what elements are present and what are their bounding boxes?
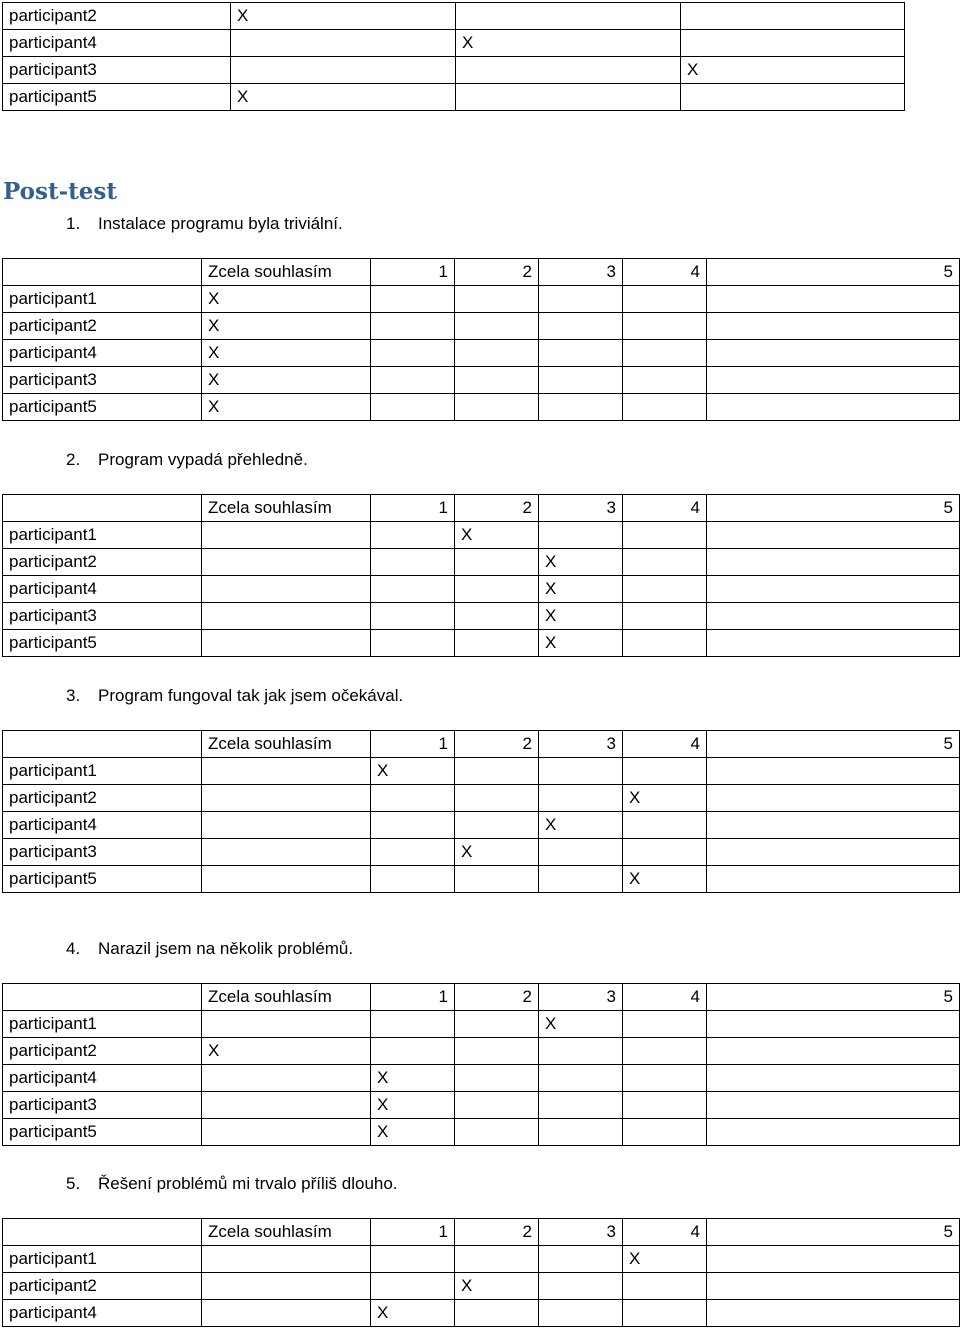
mark-cell: [202, 1246, 371, 1273]
empty-cell: [707, 313, 960, 340]
participant-cell: participant2: [3, 1038, 202, 1065]
table-row: [3, 785, 960, 812]
mark-cell: [539, 1246, 623, 1273]
mark-cell: [202, 1273, 371, 1300]
table-row: [3, 812, 960, 839]
scale-point-2: 2: [455, 259, 539, 286]
mark-cell: X: [371, 1119, 455, 1146]
participant-cell: participant1: [3, 522, 202, 549]
scale-point-2: 2: [455, 1219, 539, 1246]
table-row: [3, 1246, 960, 1273]
mark-cell: [539, 367, 623, 394]
mark-cell: [202, 812, 371, 839]
table-row: [3, 1092, 960, 1119]
mark-cell: [455, 1119, 539, 1146]
empty-cell: [707, 286, 960, 313]
question-text: Narazil jsem na několik problémů.: [98, 939, 354, 958]
mark-cell: [455, 866, 539, 893]
mark-cell: [539, 286, 623, 313]
mark-cell: [455, 630, 539, 657]
mark-cell: [456, 84, 681, 111]
scale-point-5: 5: [707, 1219, 960, 1246]
mark-cell: [623, 1273, 707, 1300]
mark-cell: [202, 1300, 371, 1327]
scale-header-row: [3, 984, 960, 1011]
table-row: [3, 866, 960, 893]
question-number: 3.: [66, 686, 81, 705]
top-results-table: [2, 2, 905, 111]
table-row: [3, 394, 960, 421]
scale-point-3: 3: [539, 259, 623, 286]
scale-point-1: 1: [371, 984, 455, 1011]
empty-cell: [707, 367, 960, 394]
mark-cell: X: [202, 367, 371, 394]
mark-cell: [623, 286, 707, 313]
question-4: [66, 939, 353, 959]
header-blank-cell: [3, 984, 202, 1011]
table-row: [3, 286, 960, 313]
scale-point-1: 1: [371, 495, 455, 522]
mark-cell: [539, 1092, 623, 1119]
mark-cell: [623, 1092, 707, 1119]
participant-cell: participant4: [3, 1065, 202, 1092]
mark-cell: [455, 549, 539, 576]
scale-point-4: 4: [623, 495, 707, 522]
mark-cell: [539, 522, 623, 549]
empty-cell: [707, 1038, 960, 1065]
mark-cell: X: [539, 576, 623, 603]
question-number: 2.: [66, 450, 81, 469]
mark-cell: [623, 603, 707, 630]
mark-cell: X: [371, 1065, 455, 1092]
mark-cell: [539, 1065, 623, 1092]
table-row: [3, 630, 960, 657]
mark-cell: [539, 1119, 623, 1146]
participant-cell: participant3: [3, 839, 202, 866]
mark-cell: X: [623, 785, 707, 812]
scale-label-agree: Zcela souhlasím: [202, 984, 371, 1011]
mark-cell: [539, 340, 623, 367]
header-blank-cell: [3, 1219, 202, 1246]
scale-point-4: 4: [623, 259, 707, 286]
question-number: 5.: [66, 1174, 81, 1193]
mark-cell: [455, 340, 539, 367]
table-row: [3, 1011, 960, 1038]
mark-cell: [371, 603, 455, 630]
participant-cell: participant4: [3, 576, 202, 603]
mark-cell: X: [371, 758, 455, 785]
mark-cell: [202, 839, 371, 866]
mark-cell: [623, 630, 707, 657]
mark-cell: [371, 340, 455, 367]
mark-cell: [455, 394, 539, 421]
mark-cell: [455, 313, 539, 340]
scale-point-1: 1: [371, 731, 455, 758]
mark-cell: [623, 1119, 707, 1146]
mark-cell: [539, 1038, 623, 1065]
mark-cell: [455, 1092, 539, 1119]
mark-cell: [371, 812, 455, 839]
participant-cell: participant4: [3, 30, 231, 57]
mark-cell: [371, 630, 455, 657]
participant-cell: participant2: [3, 549, 202, 576]
participant-cell: participant3: [3, 603, 202, 630]
empty-cell: [707, 812, 960, 839]
mark-cell: X: [539, 812, 623, 839]
empty-cell: [707, 839, 960, 866]
empty-cell: [707, 1300, 960, 1327]
mark-cell: X: [539, 603, 623, 630]
likert-table-3: [2, 730, 960, 893]
scale-label-agree: Zcela souhlasím: [202, 259, 371, 286]
empty-cell: [707, 576, 960, 603]
mark-cell: [539, 1273, 623, 1300]
mark-cell: X: [371, 1092, 455, 1119]
participant-cell: participant5: [3, 1119, 202, 1146]
mark-cell: [539, 394, 623, 421]
scale-label-agree: Zcela souhlasím: [202, 495, 371, 522]
question-text: Program vypadá přehledně.: [98, 450, 308, 469]
mark-cell: X: [231, 3, 456, 30]
mark-cell: X: [455, 1273, 539, 1300]
mark-cell: [681, 30, 905, 57]
mark-cell: X: [539, 630, 623, 657]
mark-cell: [371, 576, 455, 603]
scale-point-5: 5: [707, 731, 960, 758]
empty-cell: [707, 758, 960, 785]
mark-cell: [455, 1011, 539, 1038]
mark-cell: [456, 3, 681, 30]
mark-cell: [202, 576, 371, 603]
scale-label-agree: Zcela souhlasím: [202, 1219, 371, 1246]
mark-cell: [623, 1065, 707, 1092]
mark-cell: [371, 866, 455, 893]
mark-cell: [202, 1011, 371, 1038]
mark-cell: [202, 549, 371, 576]
table-row: [3, 3, 905, 30]
table-row: [3, 30, 905, 57]
table-row: [3, 57, 905, 84]
mark-cell: [539, 866, 623, 893]
empty-cell: [707, 1273, 960, 1300]
mark-cell: X: [202, 1038, 371, 1065]
empty-cell: [707, 340, 960, 367]
scale-header-row: [3, 259, 960, 286]
empty-cell: [707, 785, 960, 812]
table-row: [3, 340, 960, 367]
likert-table-2: [2, 494, 960, 657]
mark-cell: [371, 785, 455, 812]
mark-cell: [539, 839, 623, 866]
scale-label-agree: Zcela souhlasím: [202, 731, 371, 758]
question-text: Řešení problémů mi trvalo příliš dlouho.: [98, 1174, 398, 1193]
mark-cell: [455, 286, 539, 313]
table-row: [3, 758, 960, 785]
mark-cell: [456, 57, 681, 84]
mark-cell: [202, 522, 371, 549]
likert-table-5: [2, 1218, 960, 1327]
table-row: [3, 367, 960, 394]
participant-cell: participant2: [3, 313, 202, 340]
mark-cell: [371, 549, 455, 576]
scale-point-2: 2: [455, 495, 539, 522]
table-row: [3, 549, 960, 576]
scale-point-5: 5: [707, 259, 960, 286]
question-text: Program fungoval tak jak jsem očekával.: [98, 686, 404, 705]
scale-header-row: [3, 731, 960, 758]
likert-table-1: [2, 258, 960, 421]
mark-cell: [231, 57, 456, 84]
mark-cell: [371, 286, 455, 313]
table-row: [3, 313, 960, 340]
mark-cell: [455, 758, 539, 785]
table-row: [3, 839, 960, 866]
scale-point-3: 3: [539, 1219, 623, 1246]
participant-cell: participant1: [3, 1246, 202, 1273]
mark-cell: X: [202, 286, 371, 313]
mark-cell: X: [202, 340, 371, 367]
mark-cell: [371, 522, 455, 549]
mark-cell: [455, 1065, 539, 1092]
mark-cell: [623, 522, 707, 549]
mark-cell: [371, 394, 455, 421]
mark-cell: [539, 758, 623, 785]
mark-cell: X: [455, 522, 539, 549]
scale-point-5: 5: [707, 495, 960, 522]
participant-cell: participant2: [3, 785, 202, 812]
mark-cell: X: [623, 1246, 707, 1273]
table-row: [3, 1273, 960, 1300]
participant-cell: participant4: [3, 812, 202, 839]
mark-cell: [202, 603, 371, 630]
section-heading: Post-test: [3, 178, 117, 205]
mark-cell: [371, 1011, 455, 1038]
mark-cell: X: [539, 549, 623, 576]
scale-point-3: 3: [539, 984, 623, 1011]
empty-cell: [707, 1011, 960, 1038]
mark-cell: [623, 549, 707, 576]
mark-cell: [623, 839, 707, 866]
mark-cell: [623, 394, 707, 421]
mark-cell: [623, 340, 707, 367]
mark-cell: [455, 1038, 539, 1065]
table-row: [3, 1300, 960, 1327]
table-row: [3, 1119, 960, 1146]
table-row: [3, 1038, 960, 1065]
table-row: [3, 522, 960, 549]
scale-header-row: [3, 495, 960, 522]
scale-point-3: 3: [539, 731, 623, 758]
mark-cell: [202, 1065, 371, 1092]
question-text: Instalace programu byla triviální.: [98, 214, 343, 233]
scale-point-2: 2: [455, 984, 539, 1011]
mark-cell: [539, 313, 623, 340]
mark-cell: [455, 576, 539, 603]
mark-cell: [455, 1300, 539, 1327]
question-number: 4.: [66, 939, 81, 958]
question-5: [66, 1174, 398, 1194]
mark-cell: [623, 1011, 707, 1038]
participant-cell: participant5: [3, 866, 202, 893]
mark-cell: [371, 313, 455, 340]
participant-cell: participant1: [3, 1011, 202, 1038]
participant-cell: participant4: [3, 340, 202, 367]
scale-point-4: 4: [623, 1219, 707, 1246]
question-2: [66, 450, 308, 470]
empty-cell: [707, 522, 960, 549]
empty-cell: [707, 394, 960, 421]
table-row: [3, 84, 905, 111]
mark-cell: [371, 1246, 455, 1273]
mark-cell: X: [681, 57, 905, 84]
mark-cell: [371, 1038, 455, 1065]
mark-cell: [681, 3, 905, 30]
table-row: [3, 603, 960, 630]
mark-cell: [371, 839, 455, 866]
mark-cell: [202, 785, 371, 812]
participant-cell: participant2: [3, 3, 231, 30]
mark-cell: [202, 630, 371, 657]
empty-cell: [707, 1092, 960, 1119]
scale-point-4: 4: [623, 731, 707, 758]
empty-cell: [707, 603, 960, 630]
mark-cell: X: [539, 1011, 623, 1038]
participant-cell: participant5: [3, 630, 202, 657]
mark-cell: [623, 1300, 707, 1327]
mark-cell: X: [202, 313, 371, 340]
table-row: [3, 1065, 960, 1092]
mark-cell: [623, 576, 707, 603]
mark-cell: [371, 367, 455, 394]
question-3: [66, 686, 403, 706]
participant-cell: participant5: [3, 84, 231, 111]
header-blank-cell: [3, 259, 202, 286]
mark-cell: [231, 30, 456, 57]
participant-cell: participant5: [3, 394, 202, 421]
header-blank-cell: [3, 731, 202, 758]
mark-cell: [623, 812, 707, 839]
participant-cell: participant4: [3, 1300, 202, 1327]
mark-cell: [623, 758, 707, 785]
scale-point-4: 4: [623, 984, 707, 1011]
mark-cell: [681, 84, 905, 111]
mark-cell: X: [202, 394, 371, 421]
header-blank-cell: [3, 495, 202, 522]
mark-cell: [202, 866, 371, 893]
mark-cell: [539, 1300, 623, 1327]
mark-cell: X: [456, 30, 681, 57]
mark-cell: [202, 758, 371, 785]
scale-point-3: 3: [539, 495, 623, 522]
participant-cell: participant1: [3, 758, 202, 785]
empty-cell: [707, 1246, 960, 1273]
mark-cell: X: [371, 1300, 455, 1327]
empty-cell: [707, 1119, 960, 1146]
mark-cell: [455, 785, 539, 812]
mark-cell: X: [623, 866, 707, 893]
empty-cell: [707, 630, 960, 657]
mark-cell: X: [455, 839, 539, 866]
empty-cell: [707, 866, 960, 893]
scale-point-5: 5: [707, 984, 960, 1011]
mark-cell: [371, 1273, 455, 1300]
mark-cell: [455, 812, 539, 839]
scale-header-row: [3, 1219, 960, 1246]
participant-cell: participant3: [3, 57, 231, 84]
scale-point-1: 1: [371, 1219, 455, 1246]
mark-cell: [623, 367, 707, 394]
table-row: [3, 576, 960, 603]
mark-cell: [539, 785, 623, 812]
mark-cell: [455, 1246, 539, 1273]
likert-table-4: [2, 983, 960, 1146]
scale-point-2: 2: [455, 731, 539, 758]
participant-cell: participant3: [3, 1092, 202, 1119]
mark-cell: [455, 603, 539, 630]
mark-cell: [202, 1119, 371, 1146]
scale-point-1: 1: [371, 259, 455, 286]
empty-cell: [707, 549, 960, 576]
mark-cell: [623, 313, 707, 340]
empty-cell: [707, 1065, 960, 1092]
question-number: 1.: [66, 214, 81, 233]
participant-cell: participant3: [3, 367, 202, 394]
participant-cell: participant1: [3, 286, 202, 313]
mark-cell: [202, 1092, 371, 1119]
participant-cell: participant2: [3, 1273, 202, 1300]
mark-cell: [455, 367, 539, 394]
mark-cell: X: [231, 84, 456, 111]
mark-cell: [623, 1038, 707, 1065]
question-1: [66, 214, 343, 234]
